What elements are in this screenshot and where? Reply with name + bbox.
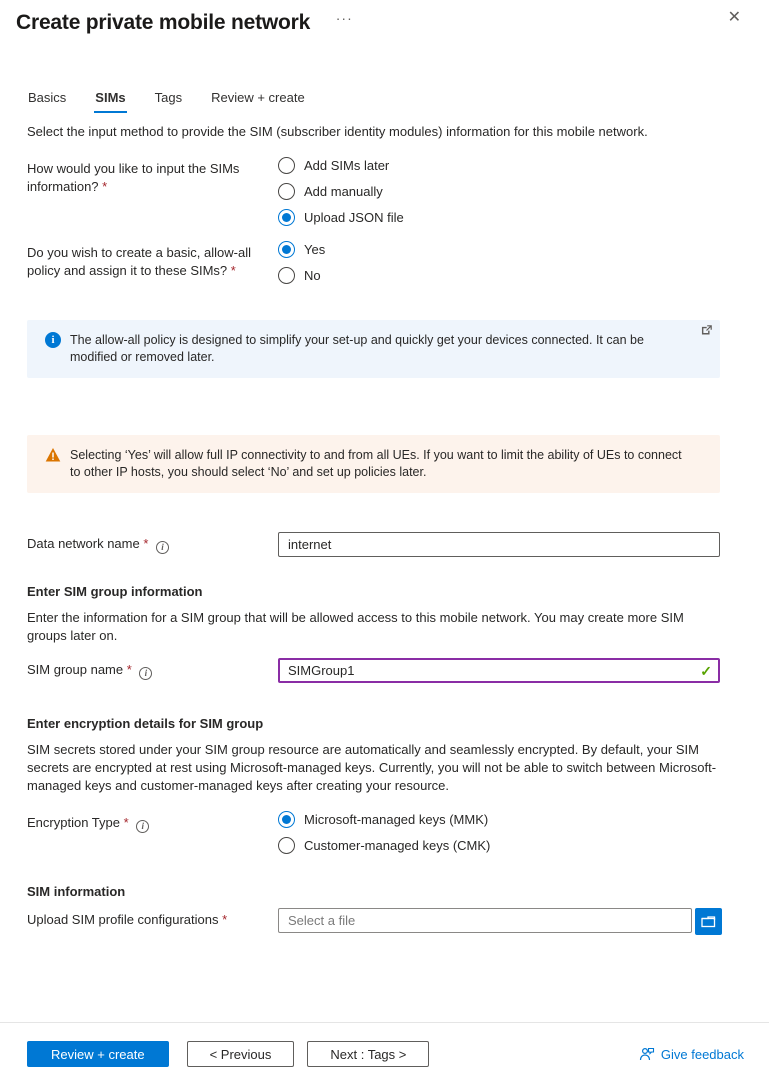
- field-row-input-method: [27, 157, 720, 226]
- tab-review-create[interactable]: Review + create: [211, 90, 305, 105]
- field-row-upload-sim-profile: [27, 908, 720, 935]
- page-title: Create private mobile network: [16, 11, 311, 34]
- info-banner-text: The allow-all policy is designed to simplify your set-up and quickly get your devices connected. It can be modified or removed later.: [70, 333, 644, 364]
- radio-label: Customer-managed keys (CMK): [304, 838, 491, 853]
- field-row-allow-all-policy: [27, 241, 720, 284]
- sim-group-name-input[interactable]: [278, 658, 720, 683]
- radio-label: Add manually: [304, 184, 383, 199]
- label-text: Encryption Type: [27, 815, 120, 830]
- give-feedback-link[interactable]: [639, 1046, 744, 1062]
- field-row-sim-group-name: [27, 658, 720, 683]
- feedback-label: Give feedback: [660, 1046, 744, 1062]
- label-text: Do you wish to create a basic, allow-all policy and assign it to these SIMs?: [27, 245, 251, 278]
- encryption-section-description: SIM secrets stored under your SIM group resource are automatically and seamlessly encrypted. By default, your SIM secrets are encrypted at rest using Microsoft-managed keys. Currently, you will not be able to switch between Microsoft-managed keys and customer-managed keys after creating your resource.: [27, 742, 717, 793]
- radio-label: Yes: [304, 242, 326, 257]
- required-asterisk: *: [123, 815, 129, 830]
- info-tooltip-icon[interactable]: i: [136, 820, 149, 833]
- external-link-icon[interactable]: [701, 325, 712, 336]
- sim-group-section-heading: Enter SIM group information: [27, 584, 203, 599]
- info-tooltip-icon[interactable]: i: [156, 541, 169, 554]
- warning-icon: [45, 447, 61, 463]
- form-content: [0, 124, 769, 935]
- allow-all-policy-radio-group: [278, 241, 720, 284]
- dialog-header: [0, 0, 769, 44]
- sim-group-name-control: [278, 658, 720, 683]
- radio-icon-selected: [278, 209, 295, 226]
- input-method-label: [27, 157, 278, 196]
- label-text: Upload SIM profile configurations: [27, 912, 219, 927]
- radio-icon: [278, 837, 295, 854]
- radio-microsoft-managed-keys[interactable]: [278, 811, 720, 828]
- encryption-type-label: [27, 811, 278, 833]
- info-icon-glyph: i: [45, 332, 61, 348]
- required-asterisk: *: [143, 536, 149, 551]
- warning-banner: [27, 435, 720, 493]
- input-method-radio-group: [278, 157, 720, 226]
- tab-sims[interactable]: SIMs: [94, 90, 126, 113]
- close-icon[interactable]: ✕: [727, 9, 741, 26]
- allow-all-policy-label: [27, 241, 278, 280]
- radio-upload-json-file[interactable]: [278, 209, 720, 226]
- file-select-input[interactable]: [278, 908, 692, 933]
- dialog-footer: [0, 1022, 769, 1085]
- tab-bar: [27, 90, 769, 113]
- review-create-button[interactable]: Review + create: [27, 1041, 169, 1067]
- info-icon: [45, 332, 61, 348]
- radio-icon: [278, 157, 295, 174]
- upload-sim-profile-label: [27, 908, 278, 929]
- radio-icon-selected: [278, 241, 295, 258]
- sim-information-heading: SIM information: [27, 884, 126, 899]
- required-asterisk: *: [126, 662, 132, 677]
- label-text: How would you like to input the SIMs information?: [27, 161, 240, 194]
- radio-customer-managed-keys[interactable]: [278, 837, 720, 854]
- radio-add-sims-later[interactable]: [278, 157, 720, 174]
- tab-basics[interactable]: Basics: [28, 90, 67, 105]
- label-text: Data network name: [27, 536, 140, 551]
- next-tags-button[interactable]: Next : Tags >: [307, 1041, 429, 1067]
- data-network-name-input[interactable]: [278, 532, 720, 557]
- radio-label: Add SIMs later: [304, 158, 390, 173]
- tab-tags[interactable]: Tags: [154, 90, 183, 105]
- browse-file-button[interactable]: [695, 908, 722, 935]
- folder-icon: [701, 915, 716, 928]
- label-text: SIM group name: [27, 662, 124, 677]
- feedback-icon: [639, 1046, 655, 1062]
- required-asterisk: *: [230, 263, 236, 278]
- required-asterisk: *: [222, 912, 228, 927]
- radio-icon-selected: [278, 811, 295, 828]
- sim-group-section-description: Enter the information for a SIM group that will be allowed access to this mobile network. You may create more SIM groups later on.: [27, 610, 684, 643]
- radio-add-manually[interactable]: [278, 183, 720, 200]
- radio-label: Microsoft-managed keys (MMK): [304, 812, 489, 827]
- data-network-name-label: [27, 532, 278, 554]
- encryption-type-radio-group: [278, 811, 720, 854]
- encryption-section-heading: Enter encryption details for SIM group: [27, 716, 264, 731]
- sim-group-name-label: [27, 658, 278, 680]
- radio-icon: [278, 183, 295, 200]
- required-asterisk: *: [102, 179, 108, 194]
- field-row-encryption-type: [27, 811, 720, 854]
- more-options-icon[interactable]: ···: [335, 10, 353, 26]
- upload-sim-profile-control: [278, 908, 722, 935]
- radio-label: Upload JSON file: [304, 210, 404, 225]
- field-row-data-network-name: [27, 532, 720, 557]
- warning-banner-text: Selecting ‘Yes’ will allow full IP connectivity to and from all UEs. If you want to limit the ability of UEs to connect to other IP hosts, you should select ‘No’ and set up policies later.: [70, 448, 682, 479]
- radio-yes[interactable]: [278, 241, 720, 258]
- previous-button[interactable]: < Previous: [187, 1041, 295, 1067]
- intro-text: Select the input method to provide the SIM (subscriber identity modules) information for this mobile network.: [27, 124, 648, 139]
- radio-icon: [278, 267, 295, 284]
- radio-no[interactable]: [278, 267, 720, 284]
- data-network-name-control: [278, 532, 720, 557]
- radio-label: No: [304, 268, 321, 283]
- info-tooltip-icon[interactable]: i: [139, 667, 152, 680]
- valid-check-icon: ✓: [700, 663, 712, 679]
- info-banner: [27, 320, 720, 378]
